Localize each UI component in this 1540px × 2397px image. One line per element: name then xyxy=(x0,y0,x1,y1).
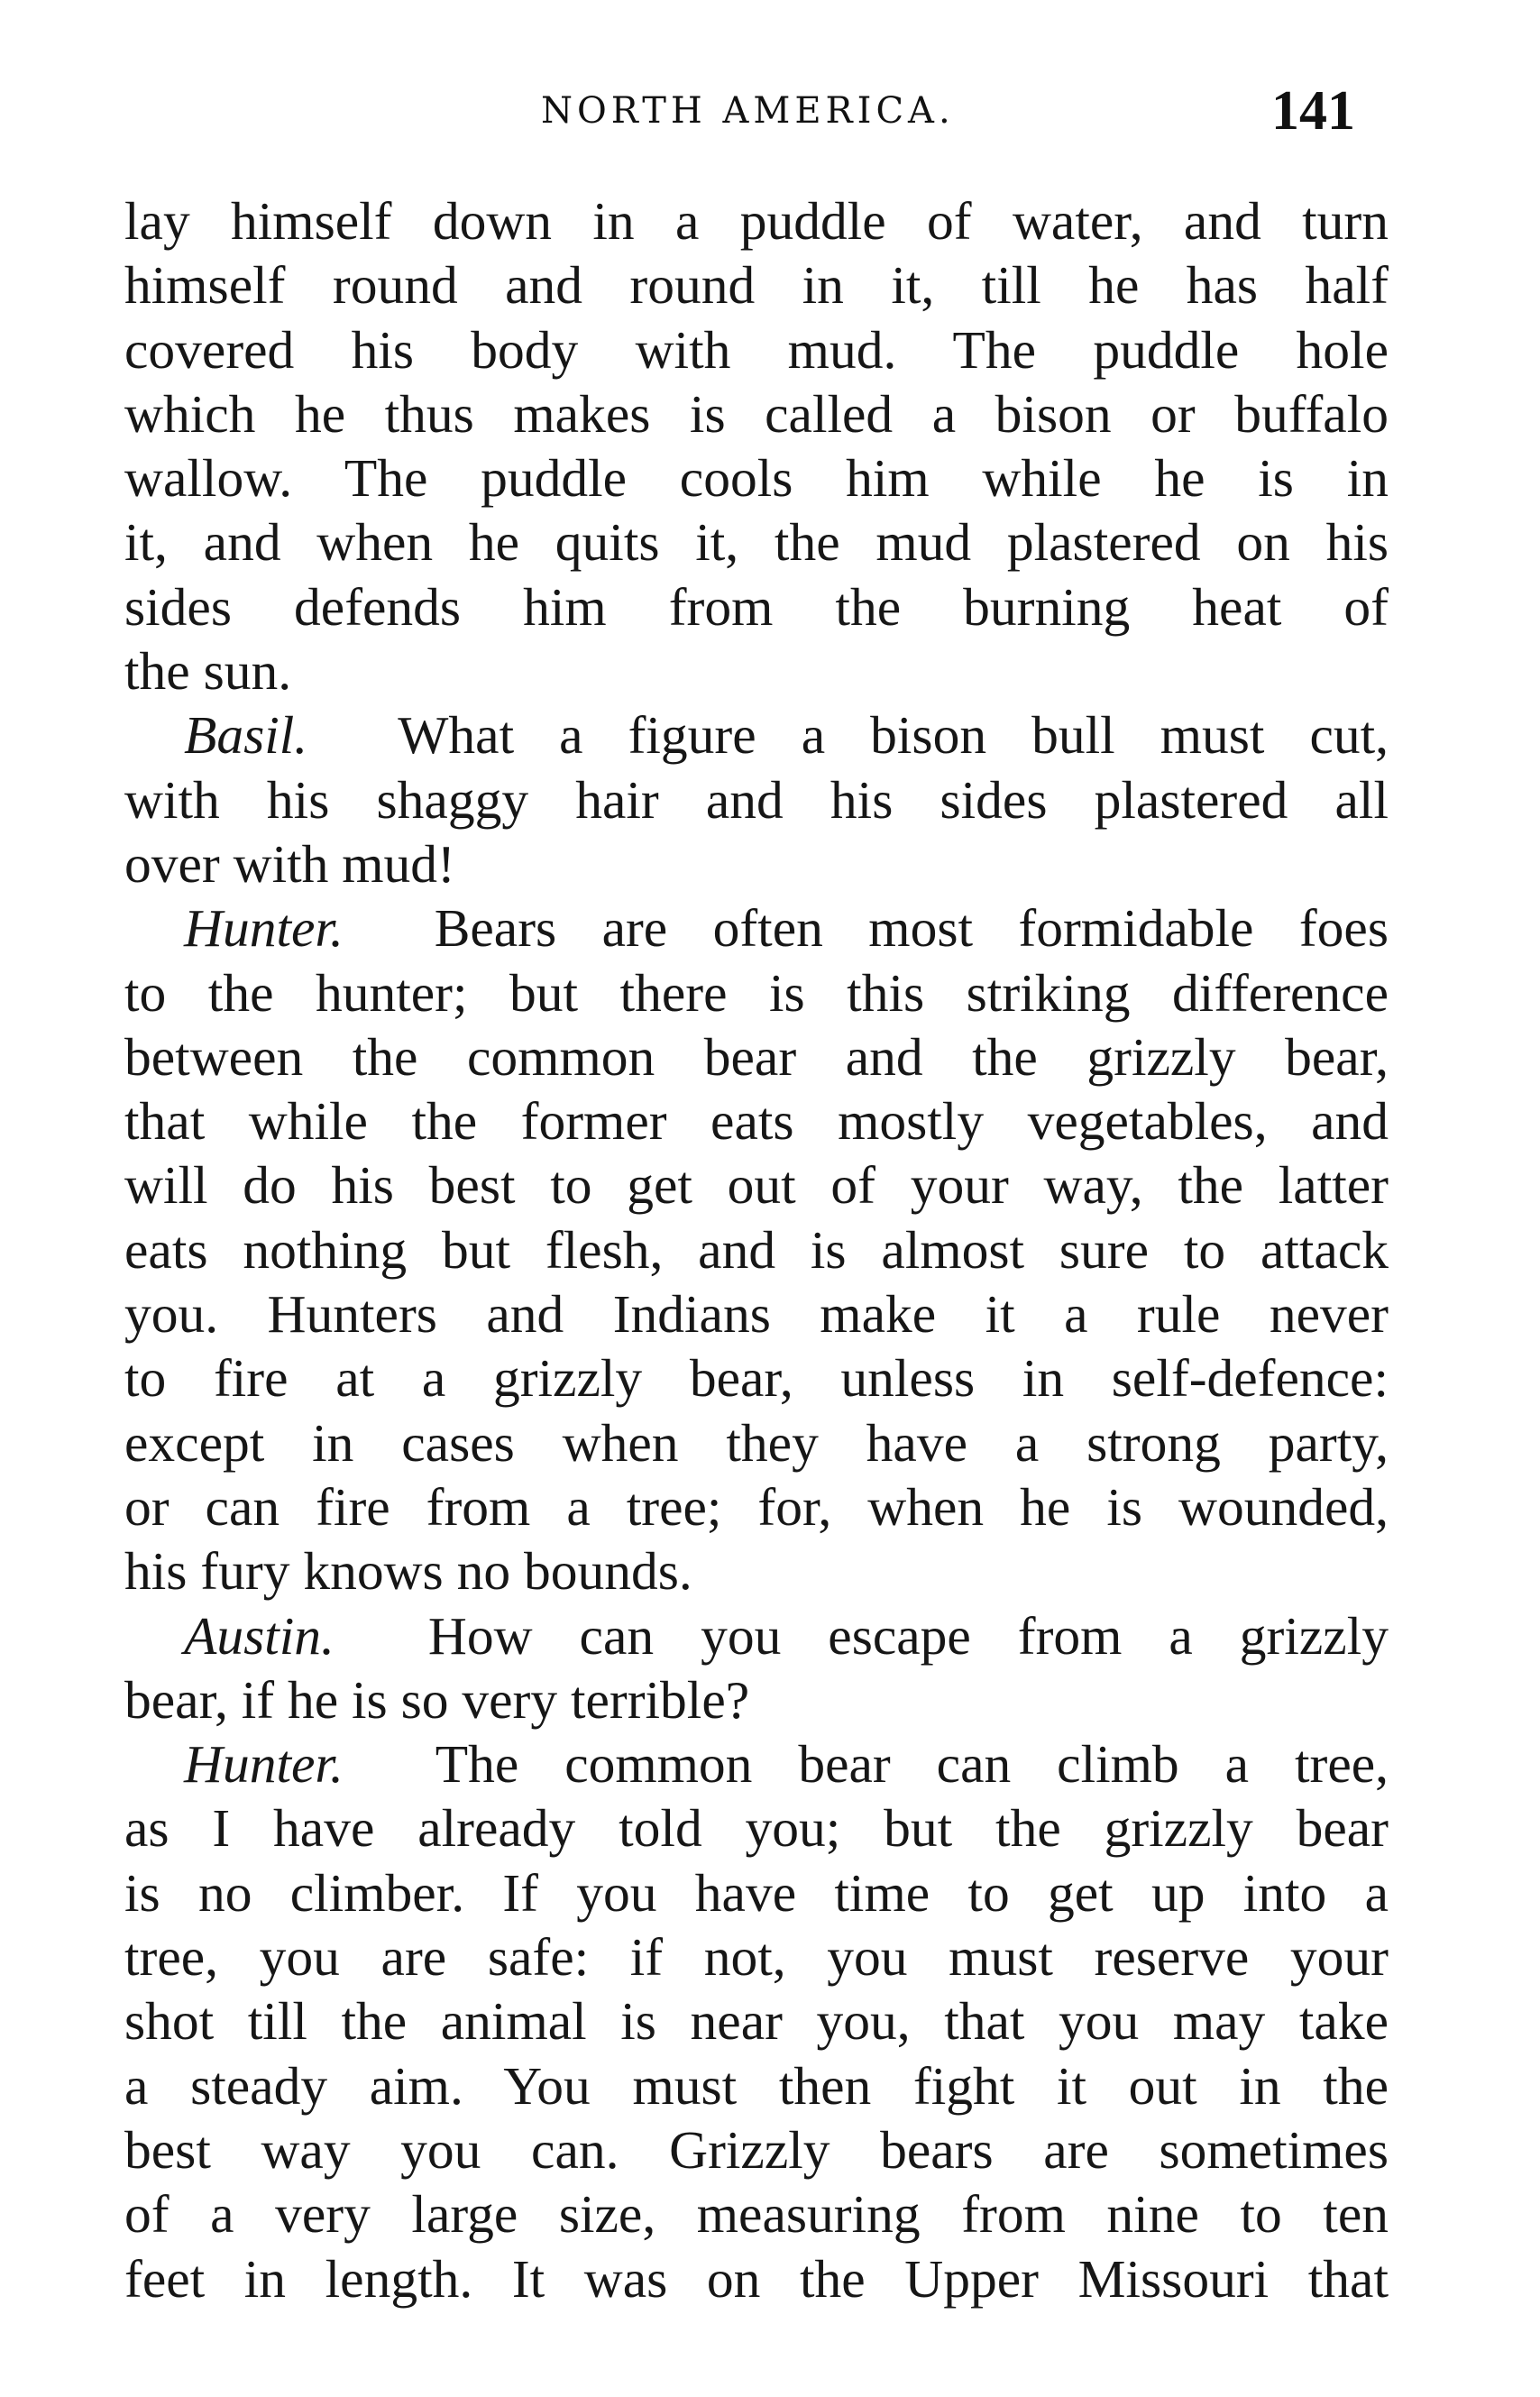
speaker-name: Hunter. xyxy=(184,1734,344,1795)
text-line: that while the former eats mostly vegetables, and xyxy=(124,1091,1389,1152)
text-line: wallow. The puddle cools him while he is in xyxy=(124,448,1389,509)
text-line: the sun. xyxy=(124,641,292,702)
text-line: over with mud! xyxy=(124,833,455,894)
body-text xyxy=(124,189,1389,2311)
text-line: or can fire from a tree; for, when he is wounded, xyxy=(124,1476,1389,1537)
text-line: of a very large size, measuring from nine to ten xyxy=(124,2184,1389,2245)
dialogue-line xyxy=(124,703,1389,767)
text-line: to fire at a grizzly bear, unless in self-defence: xyxy=(124,1348,1389,1409)
text-line: best way you can. Grizzly bears are sometimes xyxy=(124,2119,1389,2180)
text-line: you. Hunters and Indians make it a rule never xyxy=(124,1284,1389,1345)
speaker-name: Basil. xyxy=(184,705,308,766)
speaker-name: Austin. xyxy=(184,1605,335,1666)
running-title: NORTH AMERICA. xyxy=(541,90,955,132)
dialogue-text: The common bear can climb a tree, xyxy=(435,1734,1389,1795)
text-line: it, and when he quits it, the mud plastered on his xyxy=(124,512,1389,573)
text-line: tree, you are safe: if not, you must reserve your xyxy=(124,1927,1389,1988)
text-line: eats nothing but flesh, and is almost sure to attack xyxy=(124,1219,1389,1280)
text-line: with his shaggy hair and his sides plastered all xyxy=(124,769,1389,830)
text-line: between the common bear and the grizzly bear, xyxy=(124,1026,1389,1087)
page-number: 141 xyxy=(1271,80,1355,142)
text-line: shot till the animal is near you, that you may take xyxy=(124,1991,1389,2052)
dialogue-text: What a figure a bison bull must cut, xyxy=(398,705,1389,766)
text-line: as I have already told you; but the grizzly bear xyxy=(124,1798,1389,1859)
text-line: lay himself down in a puddle of water, and turn xyxy=(124,191,1389,251)
text-line: himself round and round in it, till he has half xyxy=(124,255,1389,316)
text-line: bear, if he is so very terrible? xyxy=(124,1669,750,1730)
text-line: which he thus makes is called a bison or buffalo xyxy=(124,383,1389,444)
text-line: except in cases when they have a strong party, xyxy=(124,1412,1389,1473)
text-line: covered his body with mud. The puddle hole xyxy=(124,319,1389,380)
text-line: will do his best to get out of your way, the latter xyxy=(124,1155,1389,1216)
dialogue-text: How can you escape from a grizzly xyxy=(427,1605,1389,1666)
running-head xyxy=(0,79,1540,161)
text-line: is no climber. If you have time to get up into a xyxy=(124,1862,1389,1923)
dialogue-text: Bears are often most formidable foes xyxy=(434,898,1389,959)
speaker-name: Hunter. xyxy=(184,898,344,959)
text-line: his fury knows no bounds. xyxy=(124,1541,692,1602)
text-line: feet in length. It was on the Upper Missouri that xyxy=(124,2248,1389,2309)
dialogue-line xyxy=(124,1604,1389,1668)
dialogue-line xyxy=(124,1732,1389,1796)
text-line: a steady aim. You must then fight it out in the xyxy=(124,2055,1389,2116)
text-line: sides defends him from the burning heat of xyxy=(124,576,1389,637)
text-line: to the hunter; but there is this striking difference xyxy=(124,962,1389,1023)
dialogue-line xyxy=(124,896,1389,960)
